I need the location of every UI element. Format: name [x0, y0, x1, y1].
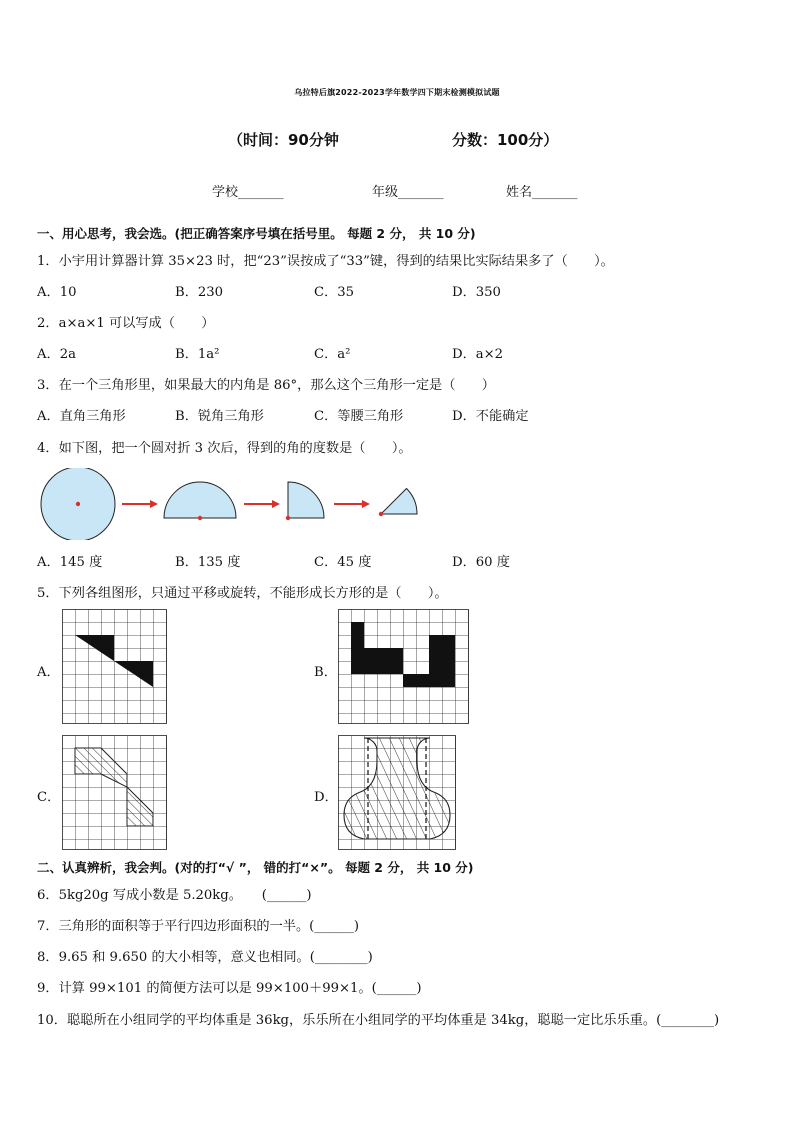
arrow-3: [334, 500, 370, 508]
grid-figure-a: [62, 609, 169, 725]
q5-option-a: A．: [37, 665, 60, 680]
q2-option-c: C．a²: [314, 347, 351, 362]
eighth-circle-dot: [379, 512, 383, 516]
section1-heading: 一、用心思考，我会选。(把正确答案序号填在括号里。 每题 2 分， 共 10 分): [37, 226, 476, 241]
circle-center-dot: [76, 502, 80, 506]
judge-item-6: 6．5kg20g 写成小数是 5.20kg。 (______): [37, 888, 312, 903]
grid-figure-c: [62, 735, 169, 851]
judge-item-8: 8．9.65 和 9.650 的大小相等，意义也相同。(________): [37, 950, 373, 965]
question-5: 5．下列各组图形，只通过平移或旋转，不能形成长方形的是（ ）。: [37, 586, 448, 601]
q4-option-a: A．145 度: [37, 555, 103, 570]
half-circle: [164, 482, 236, 518]
exam-score: 分数：100分）: [452, 131, 559, 149]
exam-time: （时间：90分钟: [228, 131, 339, 149]
quarter-circle: [288, 482, 324, 518]
grade-field: 年级_______: [372, 185, 444, 200]
school-field: 学校_______: [212, 185, 284, 200]
page-title: 乌拉特后旗2022-2023学年数学四下期末检测模拟试题: [294, 88, 500, 97]
question-1: 1．小宇用计算器计算 35×23 时，把“23”误按成了“33”键，得到的结果比实际结果多了（ ）。: [37, 254, 614, 269]
question-3: 3．在一个三角形里，如果最大的内角是 86°，那么这个三角形一定是（ ）: [37, 378, 495, 393]
section2-heading: 二、认真辨析，我会判。(对的打“√ ”， 错的打“×”。 每题 2 分， 共 10 分): [37, 860, 474, 875]
arrow-2: [244, 500, 280, 508]
half-circle-dot: [198, 516, 202, 520]
question-4: 4．如下图，把一个圆对折 3 次后，得到的角的度数是（ ）。: [37, 441, 412, 456]
q5-option-c: C．: [37, 790, 61, 805]
judge-item-10: 10．聪聪所在小组同学的平均体重是 36kg，乐乐所在小组同学的平均体重是 34kg，聪聪一定比乐乐重。(________): [37, 1013, 720, 1028]
q1-option-a: A．10: [37, 285, 77, 300]
q2-option-b: B．1a²: [175, 347, 220, 362]
q5-option-b: B．: [314, 665, 337, 680]
q1-option-c: C．35: [314, 285, 355, 300]
grid-figure-d: [338, 735, 460, 851]
q2-option-d: D．a×2: [452, 347, 504, 362]
q3-option-d: D．不能确定: [452, 409, 529, 424]
q4-option-d: D．60 度: [452, 555, 510, 570]
q1-option-d: D．350: [452, 285, 501, 300]
q2-option-a: A．2a: [37, 347, 76, 362]
q3-option-c: C．等腰三角形: [314, 409, 404, 424]
arrow-1: [122, 500, 158, 508]
circle-folding-figure: [36, 468, 426, 540]
grid-figure-b: [338, 609, 471, 725]
q1-option-b: B．230: [175, 285, 224, 300]
judge-item-7: 7．三角形的面积等于平行四边形面积的一半。(______): [37, 919, 359, 934]
q5-option-d: D．: [314, 790, 338, 805]
eighth-circle: [381, 489, 417, 515]
judge-item-9: 9．计算 99×101 的简便方法可以是 99×100＋99×1。(______): [37, 981, 422, 996]
name-field: 姓名_______: [506, 185, 578, 200]
q4-option-b: B．135 度: [175, 555, 241, 570]
quarter-circle-dot: [286, 516, 290, 520]
q3-option-a: A．直角三角形: [37, 409, 126, 424]
q4-option-c: C．45 度: [314, 555, 372, 570]
question-2: 2．a×a×1 可以写成（ ）: [37, 316, 215, 331]
q3-option-b: B．锐角三角形: [175, 409, 264, 424]
